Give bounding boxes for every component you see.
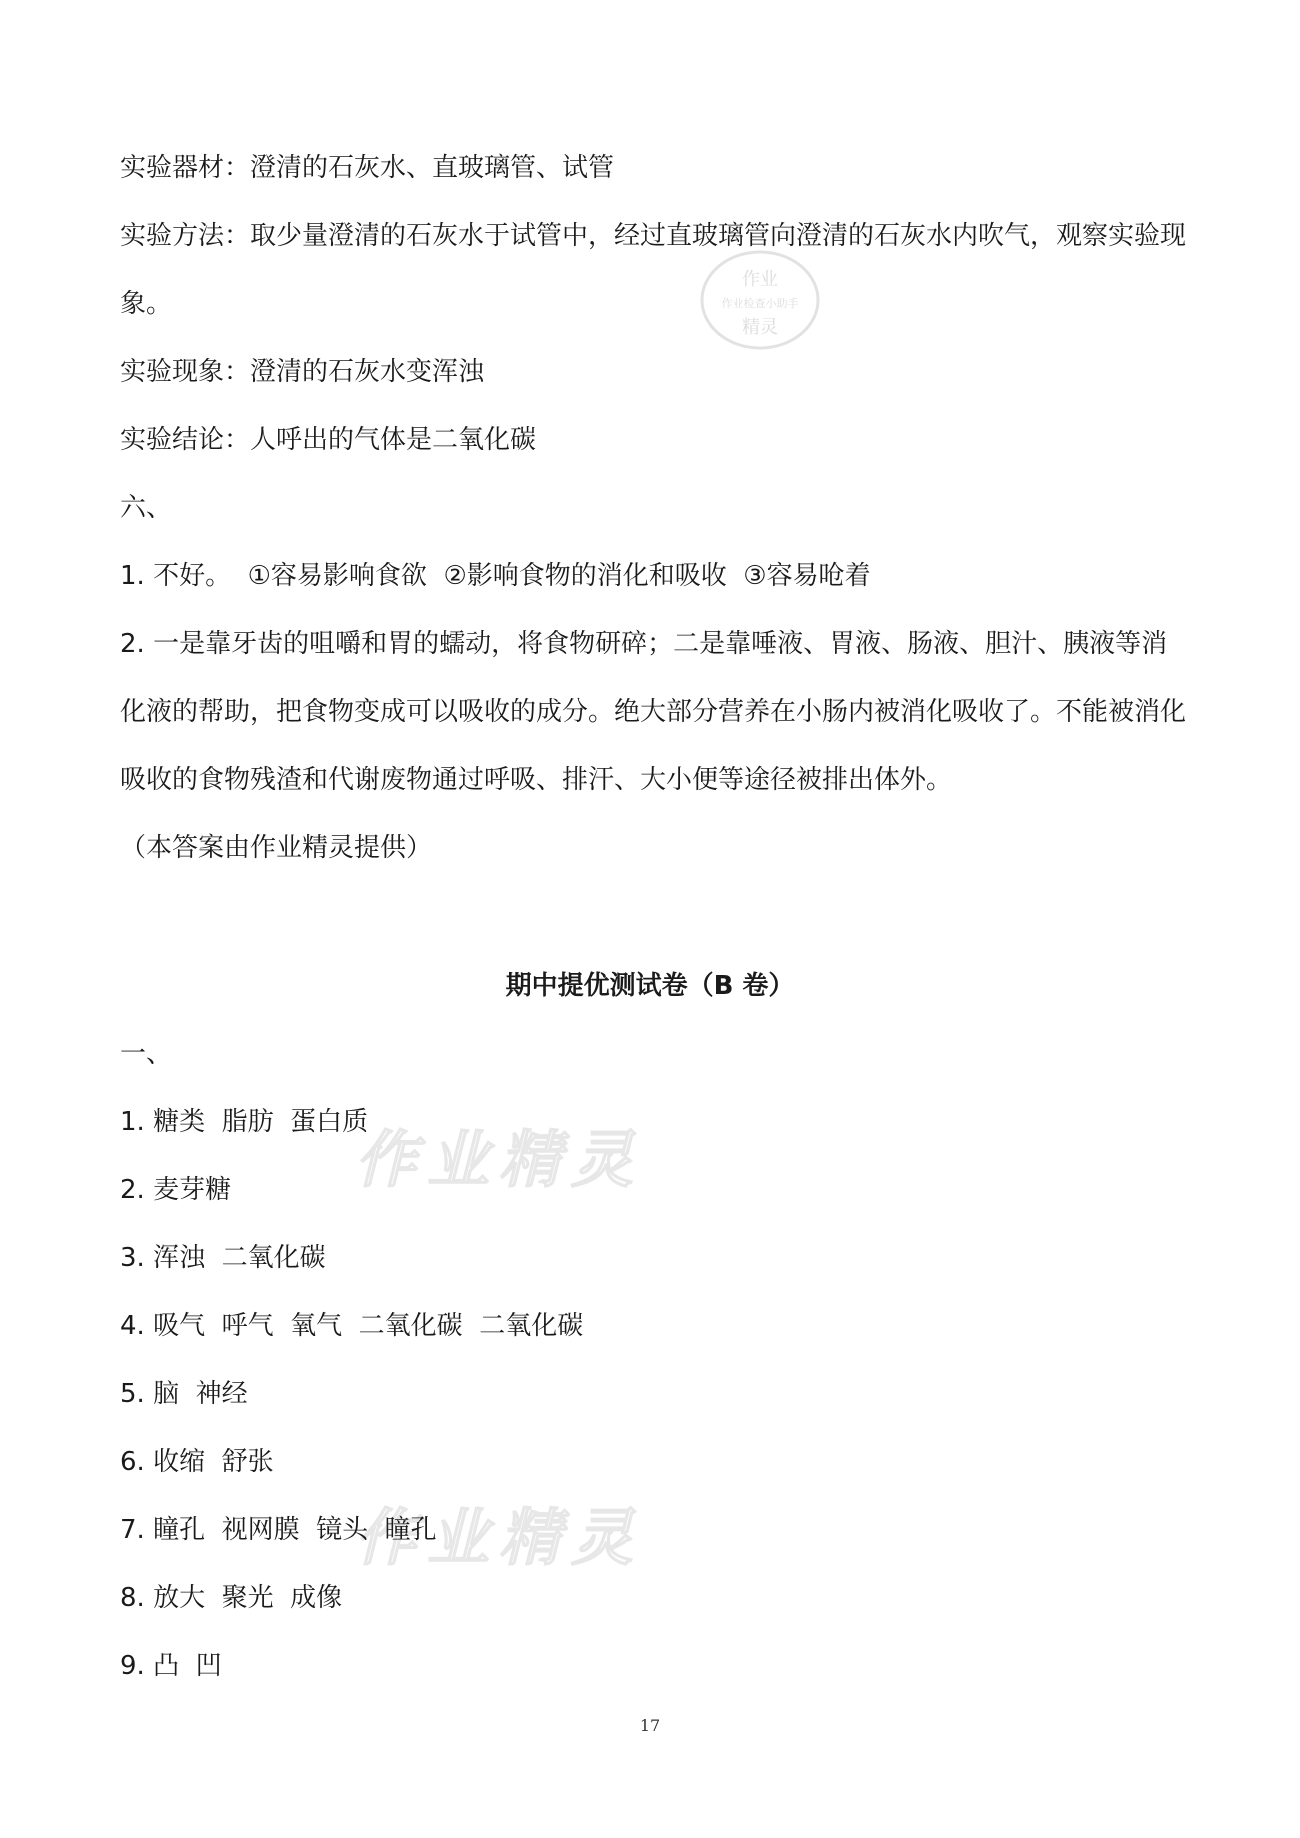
- exam-answer: 8. 放大 聚光 成像: [120, 1583, 343, 1613]
- experiment-method-line2: 象。: [120, 289, 173, 319]
- exam-answer: 2. 麦芽糖: [120, 1175, 232, 1205]
- exam-answer: 7. 瞳孔 视网膜 镜头 瞳孔: [120, 1515, 437, 1545]
- svg-text:精灵: 精灵: [742, 317, 778, 338]
- answer-source-note: （本答案由作业精灵提供）: [120, 833, 433, 863]
- experiment-conclusion: 实验结论：人呼出的气体是二氧化碳: [120, 425, 537, 455]
- svg-text:作业检查小助手: 作业检查小助手: [721, 297, 799, 310]
- answer-item-2-line2: 化液的帮助，把食物变成可以吸收的成分。绝大部分营养在小肠内被消化吸收了。不能被消化: [120, 697, 1187, 727]
- exam-section-heading: 一、: [120, 1039, 173, 1069]
- exam-answer: 5. 脑 神经: [120, 1379, 248, 1409]
- section-six-heading: 六、: [120, 493, 173, 523]
- experiment-equipment: 实验器材：澄清的石灰水、直玻璃管、试管: [120, 153, 615, 183]
- experiment-phenomenon: 实验现象：澄清的石灰水变浑浊: [120, 357, 485, 387]
- exam-title: 期中提优测试卷（B 卷）: [505, 971, 795, 1001]
- page-number: 17: [639, 1716, 661, 1735]
- exam-answer: 6. 收缩 舒张: [120, 1447, 274, 1477]
- exam-answer: 4. 吸气 呼气 氧气 二氧化碳 二氧化碳: [120, 1311, 584, 1341]
- exam-answer: 1. 糖类 脂肪 蛋白质: [120, 1107, 369, 1137]
- exam-answer: 9. 凸 凹: [120, 1651, 222, 1681]
- answer-item-1: 1. 不好。 ①容易影响食欲 ②影响食物的消化和吸收 ③容易呛着: [120, 561, 871, 591]
- answer-item-2-line1: 2. 一是靠牙齿的咀嚼和胃的蠕动，将食物研碎；二是靠唾液、胃液、肠液、胆汁、胰液等消: [120, 629, 1168, 659]
- svg-text:作业: 作业: [742, 269, 778, 290]
- answer-item-2-line3: 吸收的食物残渣和代谢废物通过呼吸、排汗、大小便等途径被排出体外。: [120, 765, 953, 795]
- watermark-text: 作业精灵: [355, 1501, 644, 1574]
- exam-answer: 3. 浑浊 二氧化碳: [120, 1243, 326, 1273]
- watermark-text: 作业精灵: [355, 1123, 644, 1196]
- experiment-method-line1: 实验方法：取少量澄清的石灰水于试管中，经过直玻璃管向澄清的石灰水内吹气，观察实验现: [120, 221, 1187, 251]
- watermark-seal: [695, 245, 825, 355]
